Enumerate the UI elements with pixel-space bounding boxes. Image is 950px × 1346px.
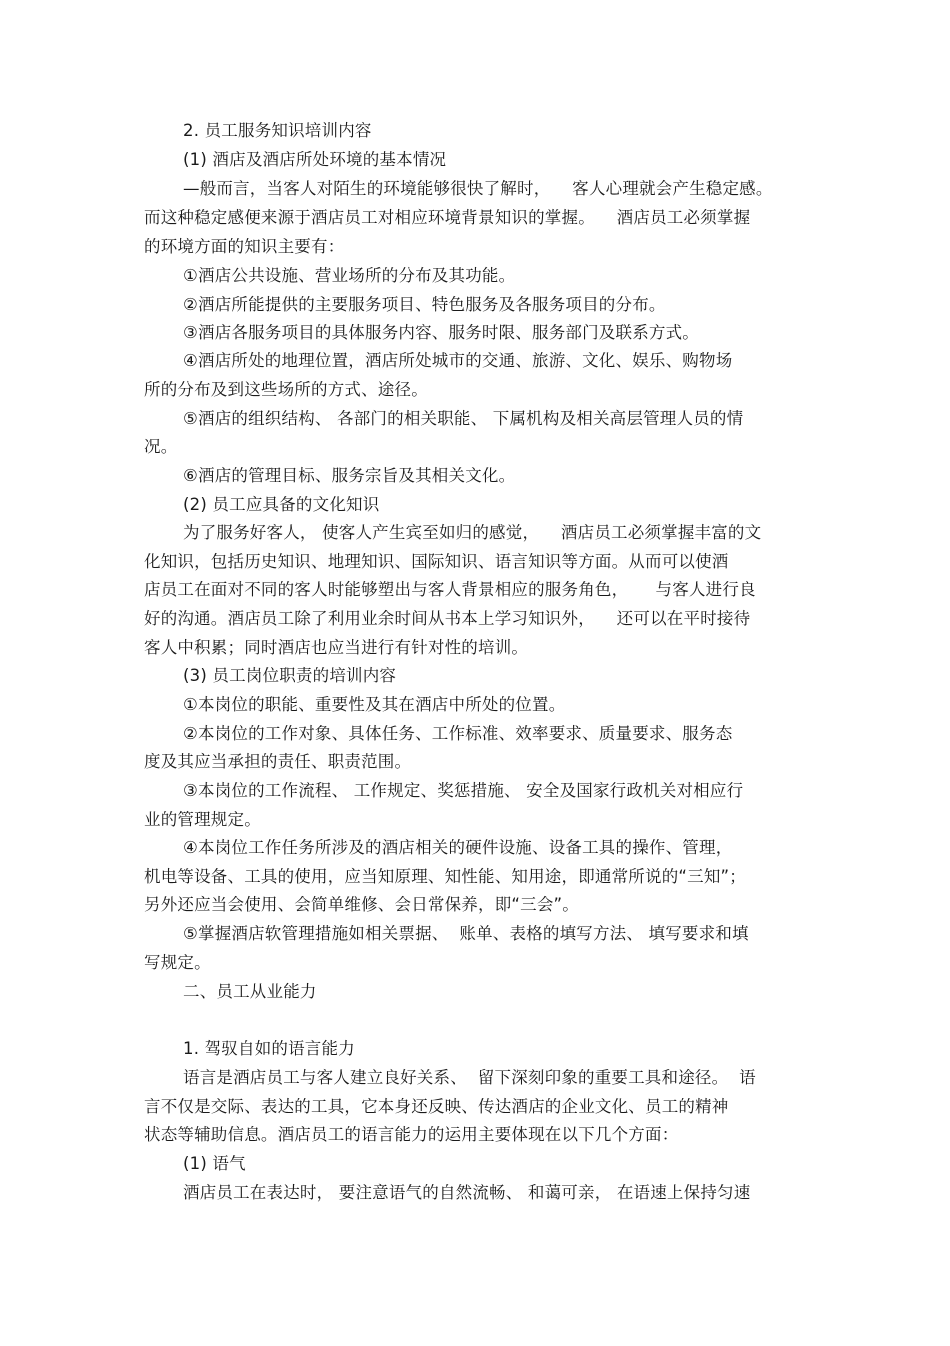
list-item: ④本岗位工作任务所涉及的酒店相关的硬件设施、设备工具的操作、管理， [183,838,733,857]
list-item-continuation: 机电等设备、工具的使用，应当知原理、知性能、知用途，即通常所说的“三知”； [144,867,746,886]
list-item-continuation: 业的管理规定。 [144,810,261,829]
list-item: ⑥酒店的管理目标、服务宗旨及其相关文化。 [183,466,516,485]
list-item-continuation: 另外还应当会使用、会简单维修、会日常保养，即“三会”。 [144,895,579,914]
list-item-continuation: 写规定。 [144,953,211,972]
list-item: ①酒店公共设施、营业场所的分布及其功能。 [183,266,516,285]
list-item-continuation: 所的分布及到这些场所的方式、途径。 [144,380,428,399]
paragraph-line: 好的沟通。酒店员工除了利用业余时间从书本上学习知识外， 还可以在平时接待 [144,609,751,628]
list-item: ③酒店各服务项目的具体服务内容、服务时限、服务部门及联系方式。 [183,323,699,342]
subsection-heading: (1) 酒店及酒店所处环境的基本情况 [183,150,447,169]
list-item: ③本岗位的工作流程、 工作规定、奖惩措施、 安全及国家行政机关对相应行 [183,781,744,800]
paragraph-line: 店员工在面对不同的客人时能够塑出与客人背景相应的服务角色， 与客人进行良 [144,580,756,599]
paragraph-line: 语言是酒店员工与客人建立良好关系、 留下深刻印象的重要工具和途径。 语 [183,1068,756,1087]
paragraph-line: —般而言，当客人对陌生的环境能够很快了解时， 客人心理就会产生稳定感。 [183,179,773,198]
list-item: ①本岗位的职能、重要性及其在酒店中所处的位置。 [183,695,566,714]
subsection-heading: (2) 员工应具备的文化知识 [183,495,380,514]
list-item-continuation: 度及其应当承担的责任、职责范围。 [144,752,412,771]
list-item-continuation: 况。 [144,437,178,456]
list-item: ②酒店所能提供的主要服务项目、特色服务及各服务项目的分布。 [183,295,666,314]
section-heading: 1. 驾驭自如的语言能力 [183,1039,355,1058]
paragraph-line: 化知识，包括历史知识、地理知识、国际知识、语言知识等方面。从而可以使酒 [144,552,729,571]
chapter-heading: 二、员工从业能力 [183,982,317,1001]
paragraph-line: 言不仅是交际、表达的工具，它本身还反映、传达酒店的企业文化、员工的精神 [144,1097,729,1116]
paragraph-line: 状态等辅助信息。酒店员工的语言能力的运用主要体现在以下几个方面： [144,1125,679,1144]
paragraph-line: 而这种稳定感便来源于酒店员工对相应环境背景知识的掌握。 酒店员工必须掌握 [144,208,751,227]
list-item: ④酒店所处的地理位置，酒店所处城市的交通、旅游、文化、娱乐、购物场 [183,351,733,370]
list-item: ②本岗位的工作对象、具体任务、工作标准、效率要求、质量要求、服务态 [183,724,733,743]
list-item: ⑤掌握酒店软管理措施如相关票据、 账单、表格的填写方法、 填写要求和填 [183,924,749,943]
section-heading: 2. 员工服务知识培训内容 [183,121,372,140]
paragraph-line: 的环境方面的知识主要有： [144,237,345,256]
paragraph-line: 为了服务好客人， 使客人产生宾至如归的感觉， 酒店员工必须掌握丰富的文 [183,523,762,542]
paragraph-line: 客人中积累；同时酒店也应当进行有针对性的培训。 [144,638,529,657]
subsection-heading: (1) 语气 [183,1154,246,1173]
list-item: ⑤酒店的组织结构、 各部门的相关职能、 下属机构及相关高层管理人员的情 [183,409,744,428]
paragraph-line: 酒店员工在表达时， 要注意语气的自然流畅、 和蔼可亲， 在语速上保持匀速 [183,1183,751,1202]
subsection-heading: (3) 员工岗位职责的培训内容 [183,666,397,685]
